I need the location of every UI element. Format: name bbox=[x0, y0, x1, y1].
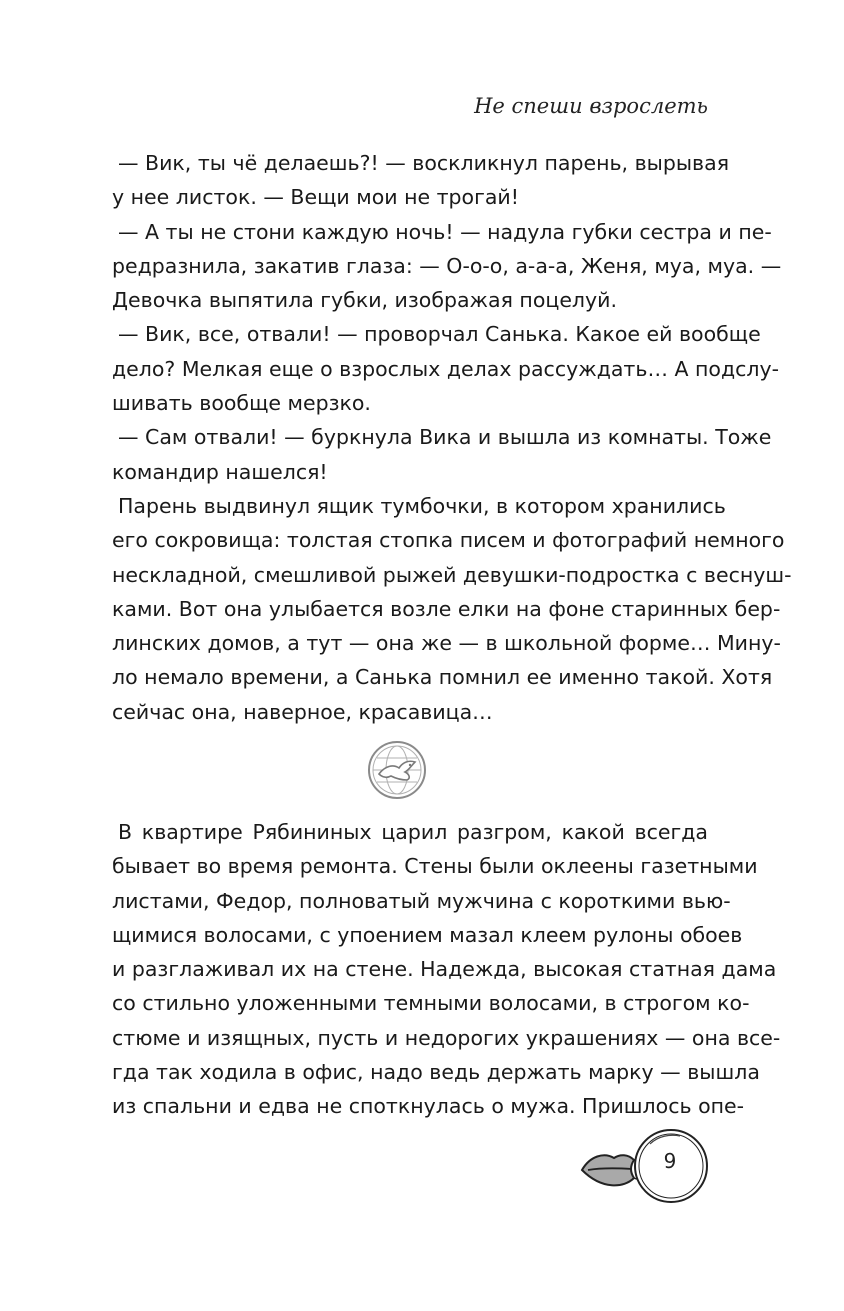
text-line: листами, Федор, полноватый мужчина с короткими вью- bbox=[112, 888, 731, 913]
text-line: нескладной, смешливой рыжей девушки-подростка с веснуш- bbox=[112, 562, 792, 587]
paragraph bbox=[112, 317, 780, 420]
text-line: ло немало времени, а Санька помнил ее именно такой. Хотя bbox=[112, 665, 773, 690]
text-line: ками. Вот она улыбается возле елки на фоне старинных бер- bbox=[112, 596, 781, 621]
text-line: со стильно уложенными темными волосами, в строгом ко- bbox=[112, 991, 750, 1016]
dove-globe-icon bbox=[367, 740, 427, 800]
paragraph bbox=[112, 489, 792, 729]
text-line: Парень выдвинул ящик тумбочки, в котором хранились bbox=[118, 493, 726, 518]
section-2-text bbox=[112, 815, 781, 1124]
page-number: 9 bbox=[663, 1149, 677, 1173]
paragraph bbox=[112, 420, 772, 489]
text-line: — Вик, ты чё делаешь?! — воскликнул парень, вырывая bbox=[118, 151, 730, 175]
text-line: у нее листок. — Вещи мои не трогай! bbox=[112, 185, 519, 210]
text-line: стюме и изящных, пусть и недорогих украшениях — она все- bbox=[112, 1025, 781, 1050]
text-line: дело? Мелкая еще о взрослых делах рассуждать… А подслу- bbox=[112, 356, 780, 381]
text-line: гда так ходила в офис, надо ведь держать марку — вышла bbox=[112, 1060, 760, 1085]
text-line: — Вик, все, отвали! — проворчал Санька. Какое ей вообще bbox=[118, 322, 761, 347]
text-line: командир нашелся! bbox=[112, 459, 328, 484]
text-line: и разглаживал их на стене. Надежда, высокая статная дама bbox=[112, 957, 777, 982]
text-line: щимися волосами, с упоением мазал клеем рулоны обоев bbox=[112, 922, 743, 947]
text-line: из спальни и едва не споткнулась о мужа. Пришлось опе- bbox=[112, 1094, 745, 1119]
text-line: Девочка выпятила губки, изображая поцелуй. bbox=[112, 288, 618, 313]
lips-bubble-icon bbox=[578, 1118, 710, 1210]
paragraph bbox=[112, 215, 782, 318]
paragraph bbox=[112, 815, 781, 1124]
text-line: линских домов, а тут — она же — в школьной форме… Мину- bbox=[112, 631, 781, 656]
text-line: — Сам отвали! — буркнула Вика и вышла из комнаты. Тоже bbox=[118, 425, 772, 450]
running-head: Не спеши взрослеть bbox=[474, 94, 708, 118]
text-line: — А ты не стони каждую ночь! — надула губки сестра и пе- bbox=[118, 219, 772, 244]
text-line: сейчас она, наверное, красавица… bbox=[112, 699, 493, 724]
text-line: В квартире Рябининых царил разгром, какой всегда bbox=[118, 820, 708, 844]
text-line: редразнила, закатив глаза: — О-о-о, а-а-а, Женя, муа, муа. — bbox=[112, 253, 782, 278]
text-line: шивать вообще мерзко. bbox=[112, 391, 371, 416]
paragraph bbox=[112, 146, 730, 215]
text-line: бывает во время ремонта. Стены были оклеены газетными bbox=[112, 854, 758, 879]
section-1-text bbox=[112, 146, 792, 729]
text-line: его сокровища: толстая стопка писем и фотографий немного bbox=[112, 528, 785, 553]
